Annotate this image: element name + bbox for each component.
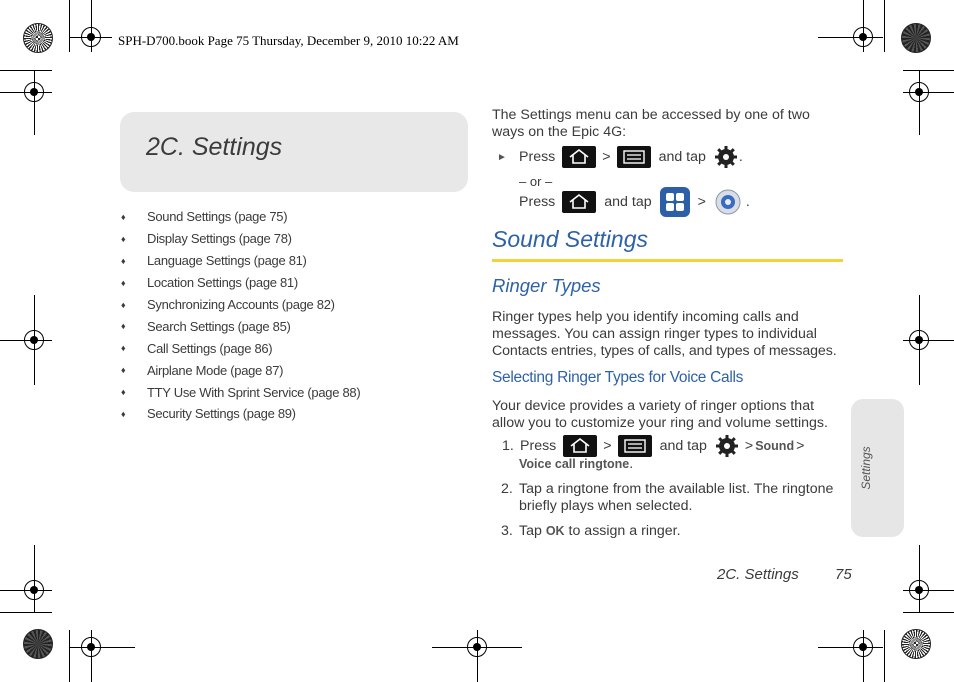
diamond-bullet-icon: ♦ bbox=[121, 255, 126, 266]
step-1-continued: Voice call ringtone. bbox=[519, 456, 634, 472]
toc-item[interactable]: ♦ Display Settings (page 78) bbox=[121, 231, 292, 247]
registration-star-bottom-right bbox=[901, 629, 931, 659]
diamond-bullet-icon: ♦ bbox=[121, 321, 126, 332]
diamond-bullet-icon: ♦ bbox=[121, 211, 126, 222]
settings-app-icon bbox=[714, 188, 742, 216]
chapter-title: 2C. Settings bbox=[146, 133, 283, 161]
method-two: Press and tap > . bbox=[519, 187, 750, 217]
subsection-heading: Ringer Types bbox=[492, 275, 601, 296]
toc-item[interactable]: ♦ Airplane Mode (page 87) bbox=[121, 362, 284, 378]
device-paragraph-line: allow you to customize your ring and volume settings. bbox=[492, 415, 828, 431]
print-header: SPH-D700.book Page 75 Thursday, December 9, 2010 10:22 AM bbox=[118, 33, 459, 48]
ringer-paragraph-line: Contacts entries, types of calls, and types of messages. bbox=[492, 343, 837, 359]
toc-item[interactable]: ♦ TTY Use With Sprint Service (page 88) bbox=[121, 384, 361, 400]
chapter-toc bbox=[120, 206, 360, 425]
diamond-bullet-icon: ♦ bbox=[121, 233, 126, 244]
page-number: 75 bbox=[835, 566, 852, 583]
diamond-bullet-icon: ♦ bbox=[121, 277, 126, 288]
home-key-icon bbox=[562, 191, 596, 213]
side-tab-label: Settings bbox=[859, 446, 873, 490]
intro-line: The Settings menu can be accessed by one of two bbox=[492, 107, 810, 123]
ringer-paragraph-line: messages. You can assign ringer types to individual bbox=[492, 326, 817, 342]
toc-item[interactable]: ♦ Security Settings (page 89) bbox=[121, 406, 296, 422]
footer-section: 2C. Settings bbox=[717, 566, 799, 583]
procedure-heading: Selecting Ringer Types for Voice Calls bbox=[492, 369, 744, 386]
home-key-icon bbox=[562, 146, 596, 168]
intro-line: ways on the Epic 4G: bbox=[492, 124, 627, 140]
toc-item[interactable]: ♦ Synchronizing Accounts (page 82) bbox=[121, 297, 335, 312]
section-heading: Sound Settings bbox=[492, 226, 649, 252]
step-2-line: briefly plays when selected. bbox=[519, 498, 693, 514]
arrow-bullet-icon: ► bbox=[497, 151, 507, 163]
step-2-number: 2. bbox=[501, 481, 513, 497]
registration-star-top-left bbox=[23, 23, 53, 53]
step-3: 3. Tap OK to assign a ringer. bbox=[501, 523, 681, 539]
menu-key-icon bbox=[617, 146, 651, 168]
diamond-bullet-icon: ♦ bbox=[121, 365, 126, 376]
toc-item[interactable]: ♦ Call Settings (page 86) bbox=[121, 340, 273, 356]
applications-icon bbox=[660, 187, 690, 217]
menu-key-icon bbox=[618, 435, 652, 457]
menu-path-voice-call-ringtone: Voice call ringtone bbox=[519, 457, 630, 471]
diamond-bullet-icon: ♦ bbox=[121, 343, 126, 354]
section-rule bbox=[492, 259, 843, 262]
home-key-icon bbox=[563, 435, 597, 457]
diamond-bullet-icon: ♦ bbox=[121, 299, 126, 310]
toc-item[interactable]: ♦ Language Settings (page 81) bbox=[121, 253, 307, 269]
ringer-paragraph-line: Ringer types help you identify incoming calls and bbox=[492, 309, 799, 325]
toc-item[interactable]: ♦ Location Settings (page 81) bbox=[121, 275, 298, 291]
registration-star-bottom-left bbox=[23, 629, 53, 659]
registration-star-top-right bbox=[901, 23, 931, 53]
device-paragraph-line: Your device provides a variety of ringer options that bbox=[492, 398, 815, 414]
diamond-bullet-icon: ♦ bbox=[121, 408, 126, 419]
settings-gear-icon bbox=[714, 145, 738, 169]
ok-key-label: OK bbox=[545, 524, 565, 538]
step-2-line: Tap a ringtone from the available list. The ringtone bbox=[519, 481, 834, 497]
toc-item[interactable]: ♦ Sound Settings (page 75) bbox=[121, 209, 288, 225]
step-1: 1. Press > and tap > Sound > bbox=[502, 434, 804, 458]
method-one: ► Press > and tap . bbox=[497, 145, 743, 169]
toc-item[interactable]: ♦ Search Settings (page 85) bbox=[121, 318, 291, 334]
or-separator: – or – bbox=[519, 174, 553, 189]
diamond-bullet-icon: ♦ bbox=[121, 387, 126, 398]
settings-gear-icon bbox=[715, 434, 739, 458]
menu-path-sound: Sound bbox=[755, 438, 795, 453]
